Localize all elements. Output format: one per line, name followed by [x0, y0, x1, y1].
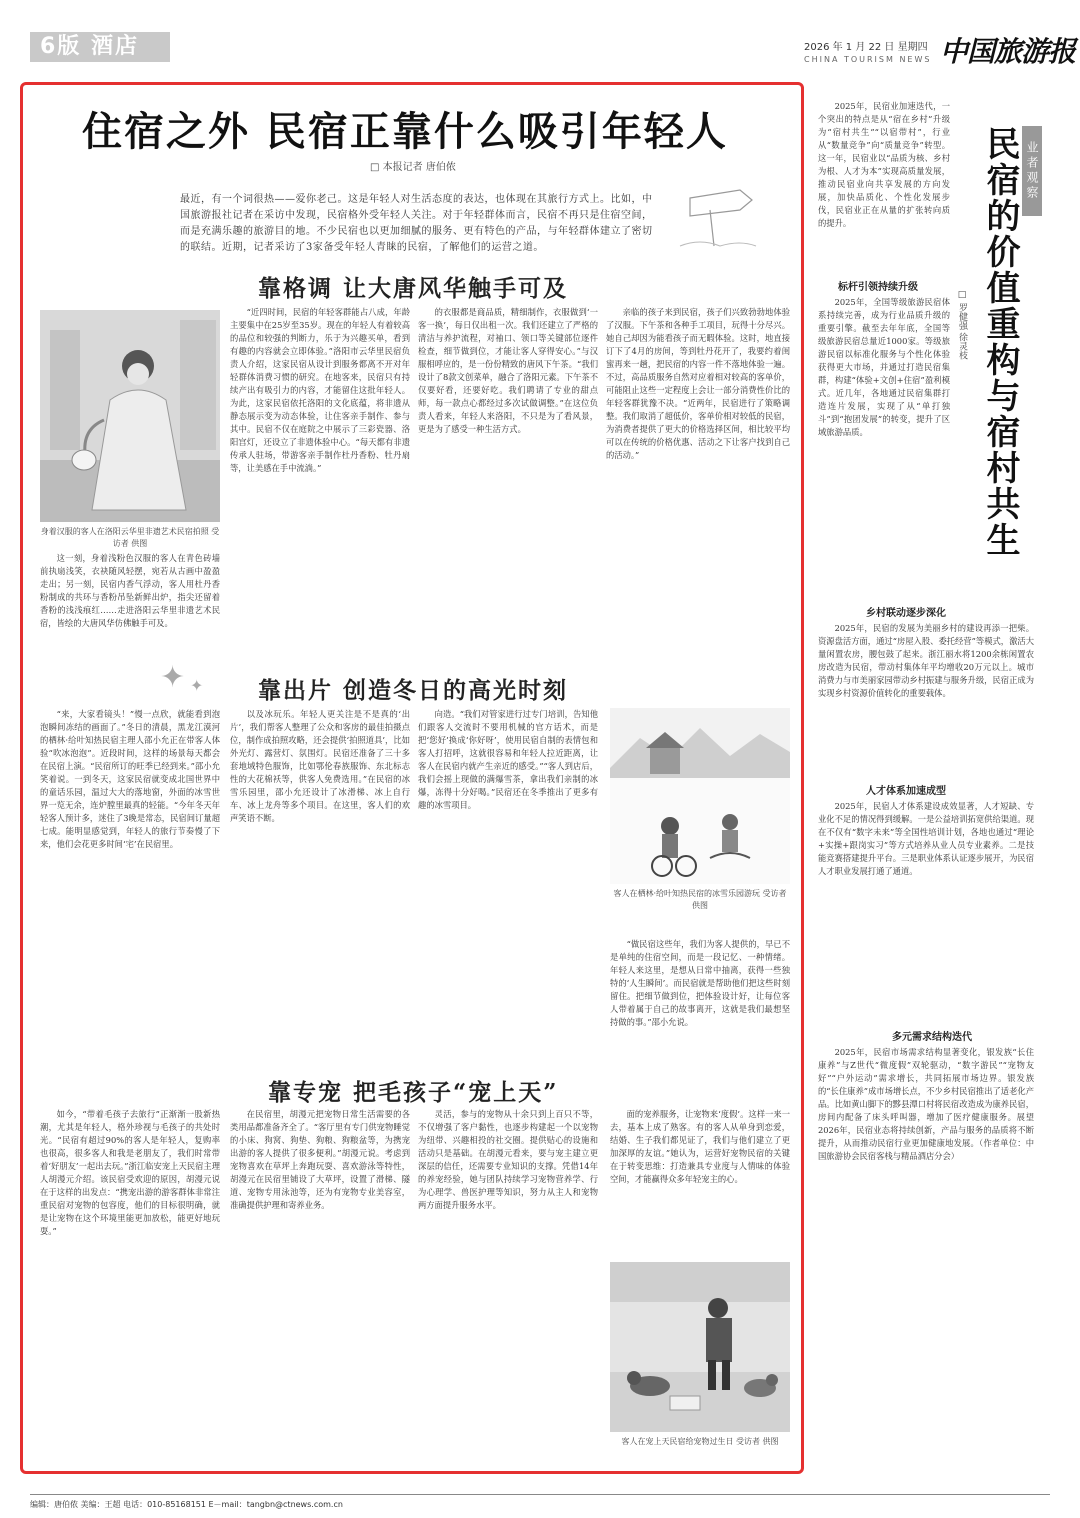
section-1-caption: [40, 526, 220, 550]
signpost-illustration: [670, 180, 760, 250]
section-1-column-4: 亲临的孩子来到民宿，孩子们兴致勃勃地体验了汉服。下午茶和各种手工项目，玩得十分尽兴。她自己却因为能看孩子而无暇体验。这时，地直接订下了4月的房间，等到牡丹花开了，我要约着闺蜜再来一趟，把民宿的内容一件不落地体验一遍。不过，高品质服务自然对应着相对较高的客单价，可能阻止这些一定程度上会让一部分消费性价比的年轻客群犹豫不决。“近两年，民宿进行了策略调整。我们取消了超低价，客单价相对较低的民宿，为消费者提供了更大的价格选择区间，相比较平均可以在传统的价格优惠、活动之下让客户找到自己的活动。”: [606, 307, 790, 460]
sidebar-title: 民宿的价值重构与宿村共生: [980, 126, 1020, 558]
section-2-caption: [610, 888, 790, 912]
pet-party-image: [610, 1262, 790, 1432]
section-2-column-1: “来，大家看镜头！”慢一点欣，就能看到泡泡瞬间冻结的画面了。”冬日的清晨，黑龙江漠河的栖林·给叶知热民宿主理人邵小允正在带客人体验“吹冰泡泡”。近段时间，这样的场景每天都会在民宿上演。“民宿所订的旺季已经到来。”邵小允笑着说。一到冬天，这家民宿就变成北国世界中的童话乐园，温过大大的落地窗，外面的冰雪世界一览无余，连炉膛里最真的轻能。“今年冬天年轻客人预计多，迷住了3晚是常态，民宿间订量超七成。能明显感觉到，年轻人的旅行节奏慢了下来，他们会花更多时间‘宅’在民宿里。: [40, 709, 220, 849]
section-2-column-4: “做民宿这些年，我们为客人提供的，早已不是单纯的住宿空间，而是一段记忆、一种情绪。年轻人来这里，是想从日常中抽离，获得一些独特的‘人生瞬间’。而民宿就是帮助他们把这些时刻留住。把细节做到位，把体验设计好，让每位客人带着属于自己的故事离开，这就是我们最想坚持做的事。”邵小允说。: [610, 939, 790, 1027]
section-2-caption-text: 客人在栖林·给叶知热民宿的冰雪乐园游玩: [613, 889, 760, 898]
page-footer: 编辑：唐伯侬 美编：王超 电话：010-85168151 E－mail：tangbn@ctnews.com.cn: [30, 1494, 1050, 1510]
section-2-title: 靠出片 创造冬日的高光时刻: [258, 677, 569, 704]
sparkle-icon: ✦: [160, 660, 186, 695]
snow-park-image: [610, 708, 790, 884]
article-headline: 住宿之外 民宿正靠什么吸引年轻人: [82, 108, 728, 155]
section-3-photo-credit: 受访者 供图: [736, 1437, 779, 1446]
section-2-column-3: 向造。“我们对管家进行过专门培训，告知他们跟客人交流时不要用机械的官方话术，而是把‘您好’换成‘你好呀’，使用民宿自制的表情包和客人打招呼，这就很容易和年轻人拉近距离，让客人在民宿内就产生亲近的感受。”“客人到店后，我们会摇上现做的满爆雪茶，拿出我们亲制的冰爆，冻得十分好喝。”民宿还在冬季推出了更多有趣的冰雪项目。: [418, 709, 598, 810]
sparkle-small-icon: ✦: [190, 676, 204, 695]
sidebar-section-1-title: 标杆引领持续升级: [838, 282, 918, 293]
section-1-photo: [40, 310, 220, 522]
sidebar-section-3-text: 2025年，民宿人才体系建设成效显著，人才短缺、专业化不足的情况得到缓解。一是公益培训拓宽供给渠道。现在不仅有“数字未来”等全国性培训计划，各地也通过“理论+实操+跟岗实习”等方式培养从业人员专业素养。二是技能竞赛搭建提升平台。三是职业体系认证逐步展开，为民宿人才职业发展打通了通道。: [818, 801, 1034, 876]
section-3-caption-text: 客人在宠上天民宿给宠物过生日: [621, 1437, 734, 1446]
section-1-photo-credit: 受访者 供图: [112, 527, 220, 548]
article-byline: □ 本报记者 唐伯侬: [370, 162, 456, 173]
section-1-column-3: 的衣服都是商品质，精细制作，衣服做到‘一客一换’，每日仅出租一次。我们还建立了严格的清洁与养护流程，对袖口、领口等关键部位逐件检查，细节做到位，才能让客人穿得安心。”与汉服相呼应的，是一份份精致的唐风下午茶。“我们设计了8款文创菜单，融合了洛阳元素。下午茶不仅要好看，还要好吃。我们聘请了专业的甜点师，每一款点心都经过多次试做调整。”在这位负责人看来，年轻人来洛阳，不只是为了看风景，更是为了感受一种生活方式。: [418, 307, 598, 434]
sidebar-section-3-title: 人才体系加速成型: [866, 786, 946, 797]
section-1-caption-text: 身着汉服的客人在洛阳云华里非遗艺术民宿拍照: [40, 527, 209, 536]
section-2-photo: [610, 708, 790, 884]
sidebar-section-1-text: 2025年，全国等级旅游民宿体系持续完善，成为行业品质升级的重要引擎。截至去年年底，全国等级旅游民宿总量近1000家。等级旅游民宿以标准化服务与个性化体验获得更大市场，并通过打造民宿集群，构建“体验+文创+住宿”盈利模式。近几年，各地通过民宿集群打造连片发展，实现了从“单打独斗”到“抱团发展”的转变，提升了区域旅游品质。: [818, 297, 950, 437]
hanfu-woman-image: [40, 310, 220, 522]
sidebar-tag: 业者观察: [1022, 126, 1042, 216]
section-1-title: 靠格调 让大唐风华触手可及: [258, 275, 569, 302]
section-3-column-3: 灵活，参与的宠物从十余只到上百只不等，不仅增强了客户黏性，也逐步构建起一个以宠物为纽带、兴趣相投的社交圈。提供贴心的设施和活动只是基础。在胡漫元看来，要与宠主建立更深层的信任，还需要专业知识的支撑。凭借14年的养宠经验，她与团队持续学习宠物营养学、行为心理学、兽医护理等知识，努力从主人和宠物两方面提升服务水平。: [418, 1109, 598, 1210]
sidebar-section-4-text: 2025年，民宿市场需求结构显著变化，银发族“长住康养”与Z世代“微度假”双轮驱动，“数字游民”“宠物友好”“户外运动”需求增长，共同拓展市场边界。银发族的“长住康养”成市场增长点，不少乡村民宿推出了适老化产品。比如黄山脚下的黟县潭口村将民宿改造成为康养民宿，房间内配备了床头呼叫器，增加了医疗健康服务。展望2026年，民宿业态将持续创新，产品与服务的品质将不断提升，从而推动民宿行业更加健康地发展。（作者单位：中国旅游协会民宿客栈与精品酒店分会）: [818, 1047, 1034, 1161]
sidebar-section-4-title: 多元需求结构迭代: [892, 1032, 972, 1043]
section-1-column-2: “近四时间，民宿的年轻客群能占八成，年龄主要集中在25岁至35岁。现在的年轻人有着较高的品位和较强的判断力，乐于为兴趣买单，看到有趣的内容就会立即体验。”洛阳市云华里民宿负责人介绍，这家民宿从设计到服务都离不开对年轻群体消费习惯的研究。在地客来，民宿只有持续产出有吸引力的内容，才能留住这批年轻人。为此，这家民宿依托洛阳的文化底蕴，将非遗从静态展示变为动态体验，让住客亲手制作、参与其中。民宿不仅在庭院之中展示了三彩瓷器、洛阳宫灯，还设立了非遗体验中心。“每天都有非遗传承人驻场，带游客亲手制作杜丹香粉、牡丹扇等，让美感在手中流淌。”: [230, 307, 410, 473]
sidebar-byline: □ 罗健强 徐灵枝: [957, 290, 967, 360]
sidebar-section-2-text: 2025年，民宿的发展为美丽乡村的建设再添一把柴。资源盘活方面，通过“房屋入股、委托经营”等模式，激活大量闲置农房，腰包鼓了起来。浙江丽水将1200余栋闲置农房改造为民宿，带动村集体年平均增收20万元以上。城市消费力与市美丽家园带动乡村振建与服务升级，民宿正成为实现乡村资源价值转化的重要载体。: [818, 623, 1034, 698]
issue-date: 2026 年 1 月 22 日 星期四: [804, 42, 928, 53]
section-3-column-4: 面的宠养服务，让宠物来‘度假’。这样一来一去，基本上成了熟客。有的客人从单身到恋爱，结婚、生子我们都见证了，我们与他们建立了更加深厚的友谊。”她认为，运营好宠物民宿的关键在于转变思维：打造兼具专业度与人情味的体验空间，才能赢得众多年轻宠主的心。: [610, 1109, 790, 1184]
section-3-title: 靠专宠 把毛孩子“宠上天”: [268, 1079, 559, 1106]
newspaper-logo: 中国旅游报: [940, 35, 1076, 68]
section-3-column-2: 在民宿里，胡漫元把宠物日常生活需要的各类用品都准备齐全了。“客厅里有专门供宠物睡觉的小床、狗窝、狗垫、狗粮、狗粮盆等，为携宠出游的客人提供了很多便利。”胡漫元说。考虑到宠物喜欢在草坪上奔跑玩耍、喜欢游泳等特性，胡漫元在民宿里铺设了大草坪，设置了滑梯、隧道、宠物专用泳池等，还为有宠物专业美容室，准确提供护理和寄养业务。: [230, 1109, 410, 1210]
sidebar-section-2-title: 乡村联动逐步深化: [866, 608, 946, 619]
section-2-photo-credit: 受访者 供图: [692, 889, 787, 910]
section-3-photo: [610, 1262, 790, 1432]
section-3-caption: [610, 1436, 790, 1448]
section-2-column-2: 以及冰玩乐。年轻人更关注是不是真的‘出片’，我们帮客人整理了公众和客房的最佳拍摄点位，制作成拍照攻略，还会提供‘拍照道具’，比如外光灯、露营灯、氛围灯。民宿还准备了三十多套地域特色服饰，比如鄂伦春族服饰、东北标志性的大花棉袄等，供客人免费选用。”在民宿的冰雪乐园里，邵小允还设计了冰滑梯、冰上自行车、冰上龙舟等多个项目。在这里，客人们的欢声笑语不断。: [230, 709, 410, 823]
paper-name-english: CHINA TOURISM NEWS: [804, 55, 932, 64]
sidebar-intro: 2025年，民宿业加速迭代，一个突出的特点是从“宿在乡村”升级为“宿村共生”“以宿带村”，行业从“数量竞争”向“质量竞争”转型。这一年，民宿业以“品质为核、乡村为根、人才为本”实现高质量发展，推动民宿业向共享发展的方向发展，加快品质化、个性化发展步伐，民宿业正在从量的扩张转向质的提升。: [818, 101, 950, 228]
section-1-column-1: 这一刻，身着浅粉色汉服的客人在青色砖墙前执扇浅笑，衣袂随风轻摆，宛若从古画中盈盈走出；另一刻，民宿内香气浮动，客人用杜丹香粉制成的共环与香粉吊坠新鲜出炉，指尖还留着香粉的浅浅痕红……走进洛阳云华里非遗艺术民宿，皆绘的大唐风华仿佛触手可及。: [40, 553, 220, 628]
masthead: [0, 0, 1080, 70]
section-label: 6版 酒店: [30, 32, 170, 62]
sidebar-byline-text: 罗健强 徐灵枝: [957, 302, 967, 360]
byline-text: 本报记者 唐伯侬: [382, 162, 456, 173]
section-3-column-1: 如今，“带着毛孩子去旅行”正渐渐一股新热潮，尤其是年轻人，格外珍视与毛孩子的共处时光。“民宿有超过90%的客人是年轻人，复购率也很高，很多客人和我是老朋友了，我们时常带着‘好朋友’一起出去玩。”浙江临安宠上天民宿主理人胡漫元介绍。该民宿受欢迎的原因，胡漫元说在于这样的出发点：“携宠出游的游客群体非常注重民宿对宠物的包容度，他们的目标很明确，就是让宠物在这个环境里能更加放松，能更好地玩耍。”: [40, 1109, 220, 1236]
article-intro: 最近，有一个词很热——爱你老己。这是年轻人对生活态度的表达，也体现在其旅行方式上。比如，中国旅游报社记者在采访中发现，民宿格外受年轻人关注。对于年轻群体而言，民宿不再只是住宿空间，而是充满乐趣的旅游目的地。不少民宿也以更加细腻的服务、更有特色的产品，与年轻群体建立了密切的联结。近期，记者采访了3家备受年轻人青睐的民宿，了解他们的运营之道。: [180, 194, 653, 253]
